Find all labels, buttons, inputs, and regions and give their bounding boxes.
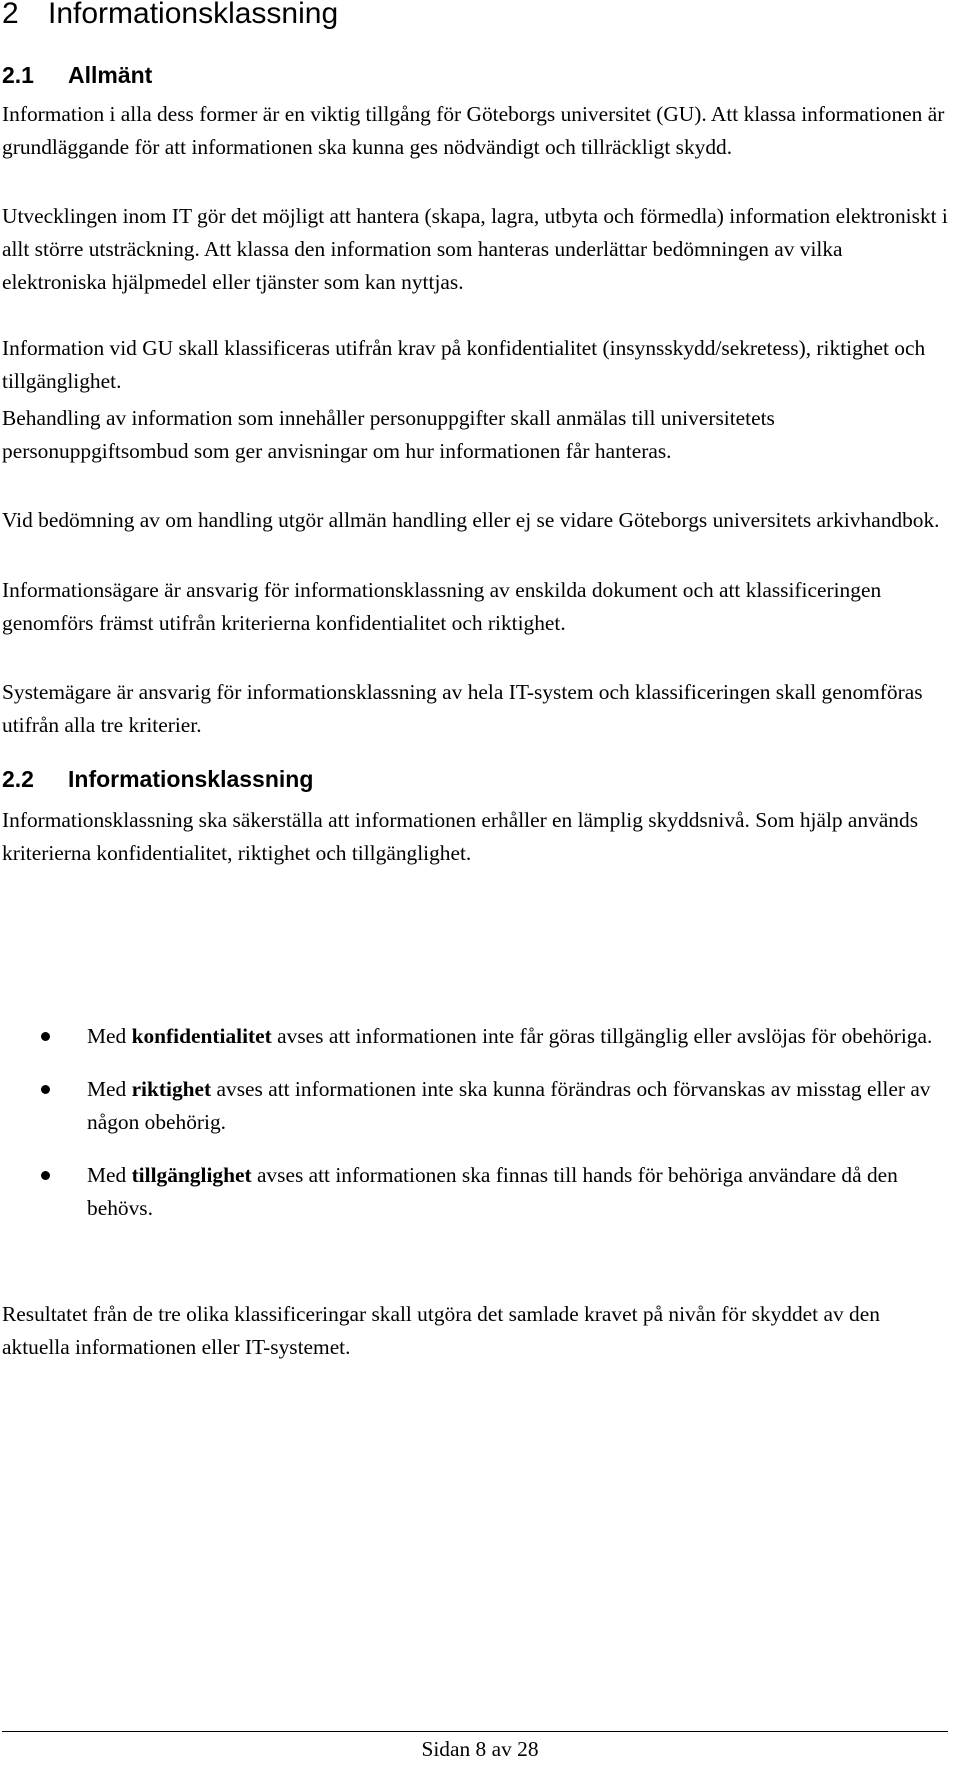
subsection-title: Allmänt	[68, 62, 153, 88]
paragraph: Systemägare är ansvarig för informationsklassning av hela IT-system och klassificeringen skall genomföras utifrån alla tre kriterier.	[2, 680, 923, 737]
paragraph: Information vid GU skall klassificeras utifrån krav på konfidentialitet (insynsskydd/sekretess), riktighet och tillgänglighet.	[2, 336, 926, 393]
subsection-number: 2.1	[2, 62, 34, 88]
subsection-heading-informationsklassning	[2, 764, 313, 794]
paragraph: Behandling av information som innehåller personuppgifter skall anmälas till universitetets personuppgiftsombud som ger anvisningar om hur informationen får hanteras.	[2, 406, 775, 463]
bullet-prefix: Med	[87, 1077, 132, 1101]
section-heading	[2, 0, 338, 32]
paragraph: Vid bedömning av om handling utgör allmän handling eller ej se vidare Göteborgs universitets arkivhandbok.	[2, 508, 940, 532]
bullet-icon	[41, 1032, 50, 1041]
subsection-title: Informationsklassning	[68, 766, 314, 792]
subsection-number: 2.2	[2, 766, 34, 792]
paragraph: Informationsklassning ska säkerställa att informationen erhåller en lämplig skyddsnivå. Som hjälp används kriterierna konfidentialitet, riktighet och tillgänglighet.	[2, 808, 919, 865]
bullet-prefix: Med	[87, 1024, 132, 1048]
paragraph: Utvecklingen inom IT gör det möjligt att hantera (skapa, lagra, utbyta och förmedla) information elektroniskt i allt större utsträckning. Att klassa den information som hanteras underlättar bedömningen av vilka elektroniska hjälpmedel eller tjänster som kan nyttjas.	[2, 204, 948, 294]
section-number: 2	[2, 0, 19, 30]
paragraph: Resultatet från de tre olika klassificeringar skall utgöra det samlade kravet på nivån för skyddet av den aktuella informationen eller IT-systemet.	[2, 1302, 880, 1359]
bullet-prefix: Med	[87, 1163, 132, 1187]
bullet-text: avses att informationen ska finnas till hands för behöriga användare då den behövs.	[87, 1163, 898, 1220]
criteria-bullet-list	[0, 1020, 960, 1245]
bullet-icon	[41, 1171, 50, 1180]
bullet-item-tillganglighet	[0, 1159, 947, 1225]
bullet-text: avses att informationen inte ska kunna förändras och förvanskas av misstag eller av någon obehörig.	[87, 1077, 931, 1134]
section-title: Informationsklassning	[48, 0, 339, 30]
paragraph: Informationsägare är ansvarig för informationsklassning av enskilda dokument och att klassificeringen genomförs främst utifrån kriterierna konfidentialitet och riktighet.	[2, 578, 882, 635]
subsection-heading-allmant	[2, 60, 152, 90]
bullet-text: avses att informationen inte får göras tillgänglig eller avslöjas för obehöriga.	[271, 1024, 933, 1048]
paragraph: Information i alla dess former är en viktig tillgång för Göteborgs universitet (GU). Att klassa informationen är grundläggande för att informationen ska kunna ges nödvändigt och tillräckligt skydd.	[2, 102, 945, 159]
bullet-term: riktighet	[131, 1077, 212, 1101]
bullet-term: tillgänglighet	[131, 1163, 252, 1187]
bullet-item-riktighet	[0, 1073, 947, 1139]
page-number: Sidan 8 av 28	[421, 1737, 539, 1761]
footer-divider	[2, 1731, 948, 1732]
bullet-item-konfidentialitet	[0, 1020, 947, 1053]
bullet-icon	[41, 1085, 50, 1094]
bullet-term: konfidentialitet	[131, 1024, 272, 1048]
